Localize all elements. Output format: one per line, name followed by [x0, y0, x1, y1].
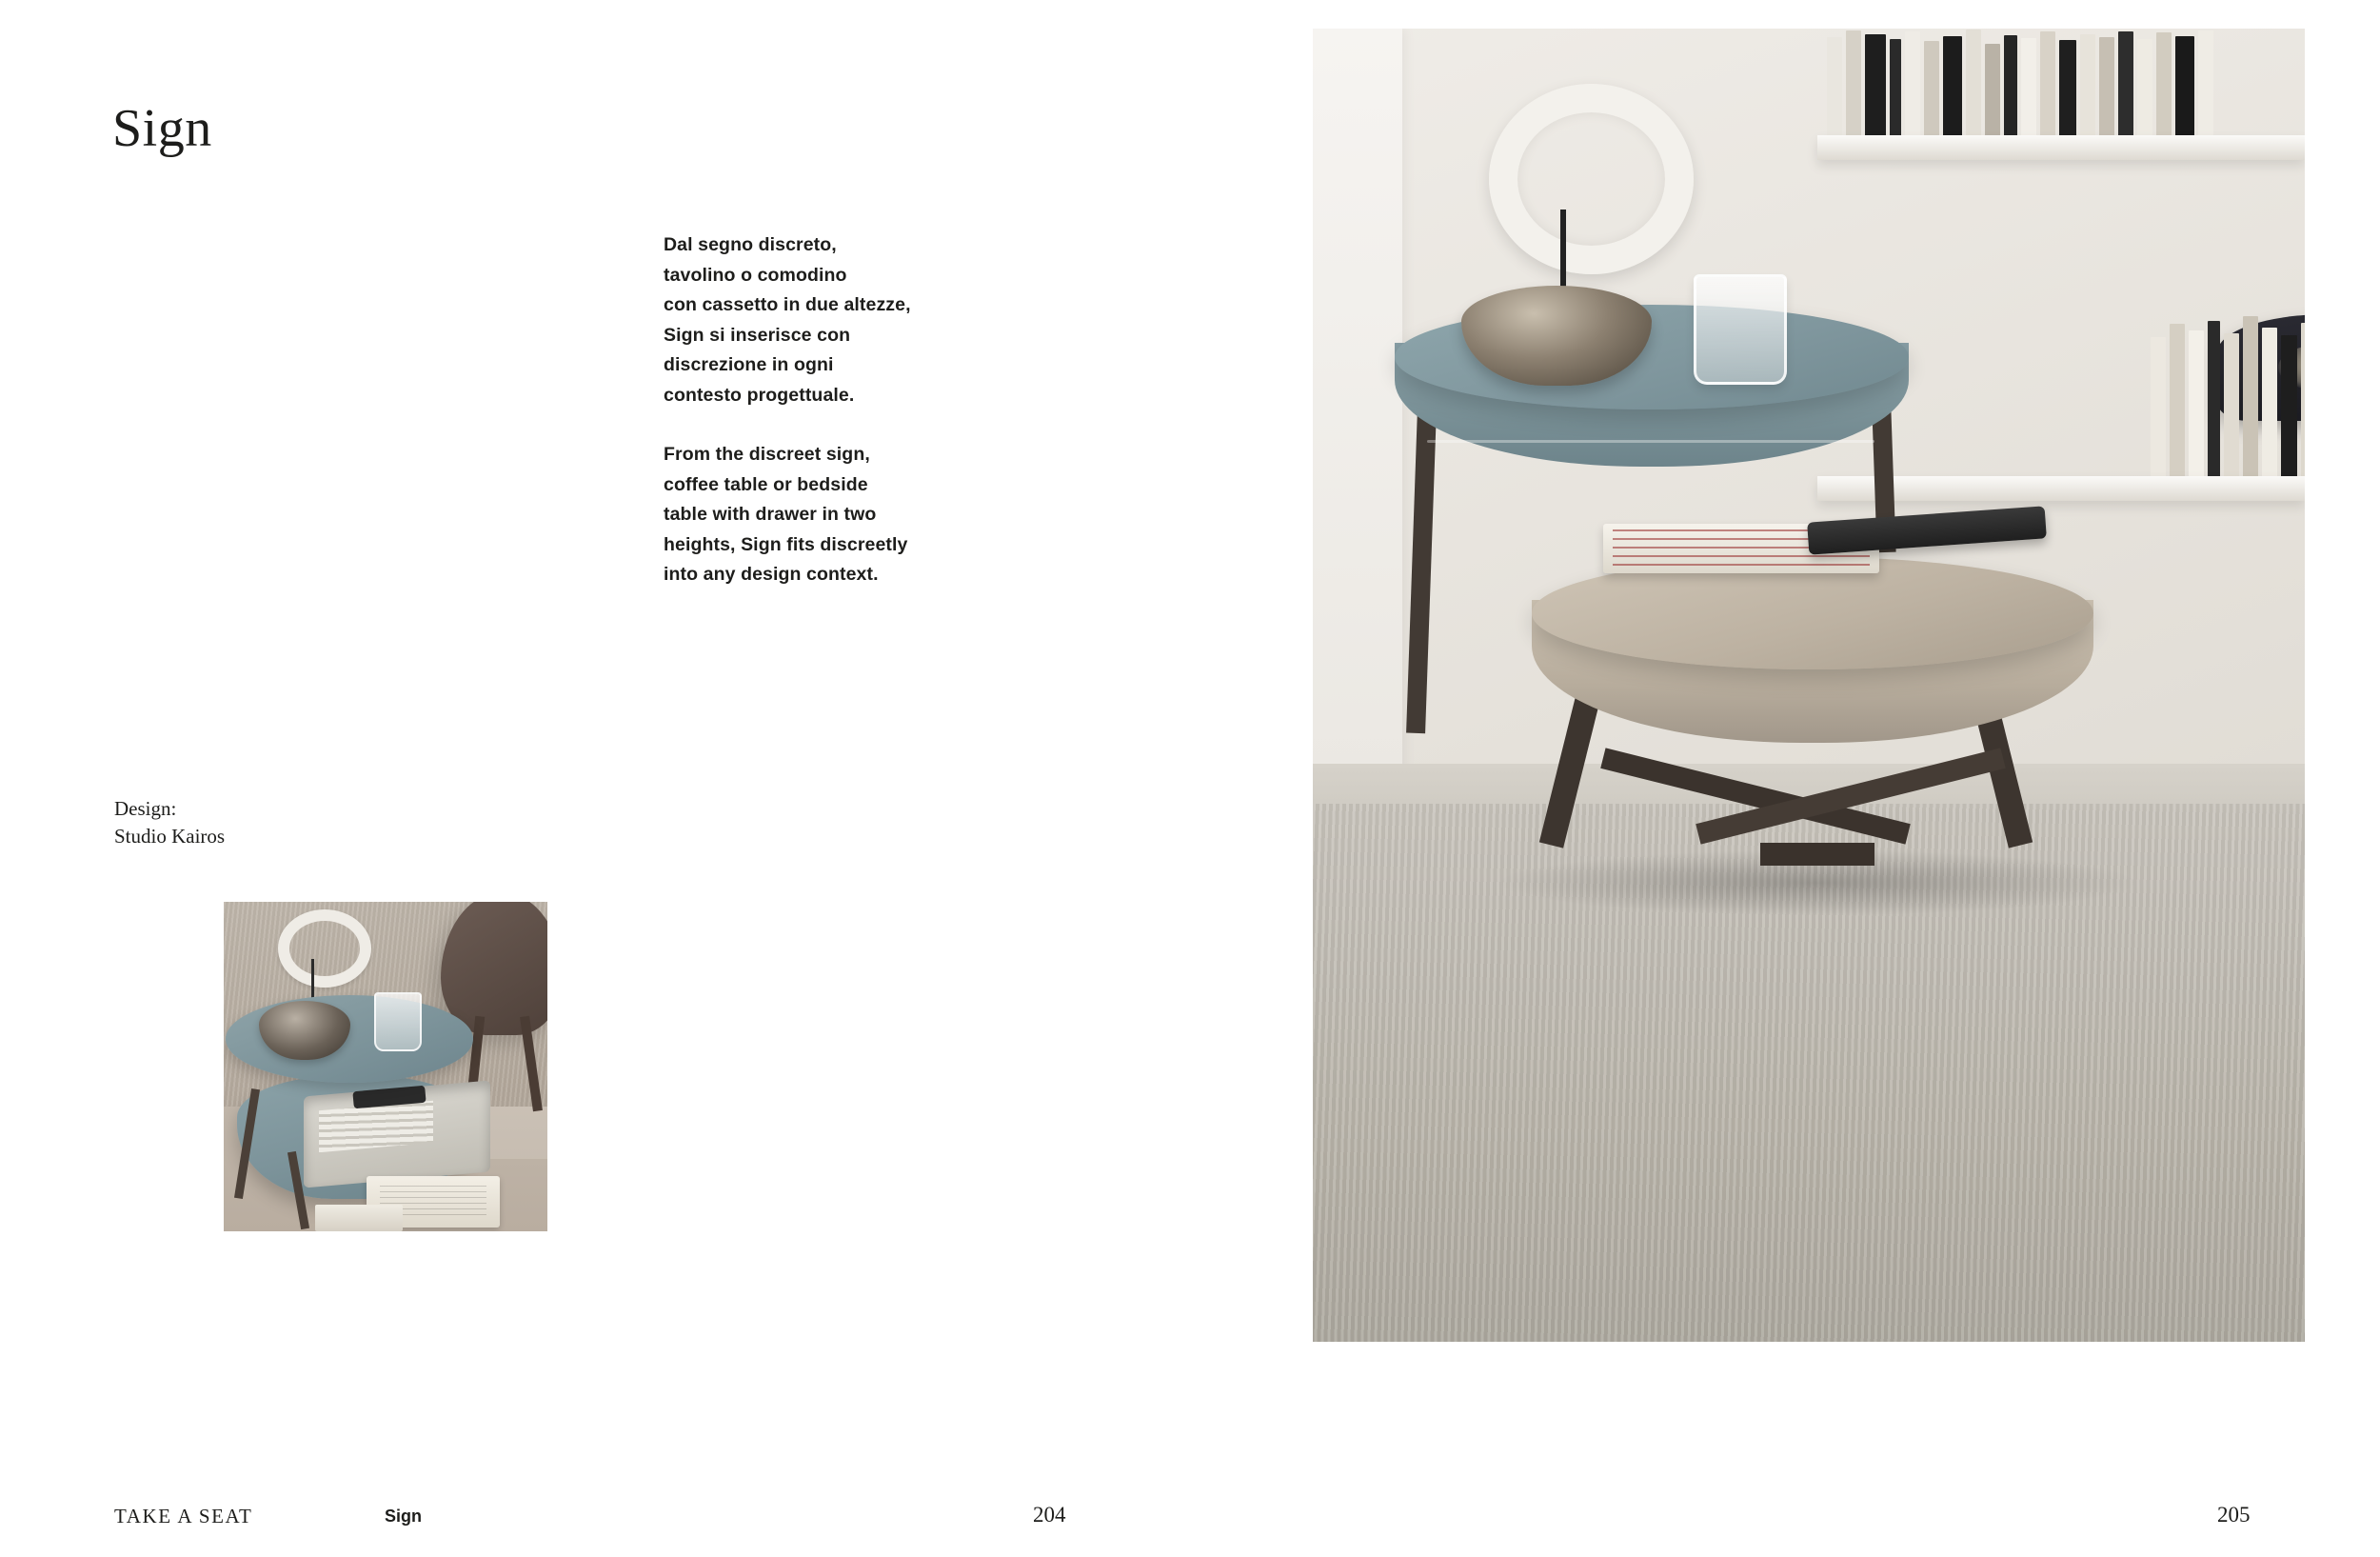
detail-photo-ring-sculpture [278, 909, 371, 988]
page-number-left: 204 [1033, 1503, 1066, 1527]
hero-tall-table-drawer-seam [1427, 440, 1874, 443]
description-italian-line: tavolino o comodino [664, 264, 847, 286]
hero-photo [1313, 29, 2305, 1342]
description-block [664, 230, 978, 590]
page-number-right: 205 [2217, 1503, 2251, 1527]
description-english [664, 440, 978, 590]
hero-glass [1694, 274, 1787, 385]
description-italian-line: contesto progettuale. [664, 384, 855, 406]
description-english-line: coffee table or bedside [664, 473, 868, 495]
design-label: Design: [114, 797, 177, 820]
hero-low-table-top [1532, 557, 2093, 669]
hero-ring-sculpture [1489, 84, 1694, 274]
description-english-line: From the discreet sign, [664, 444, 870, 465]
hero-low-table-foot [1760, 843, 1874, 866]
page-title: Sign [112, 99, 212, 158]
hero-shelf-board [1817, 135, 2305, 160]
footer-brand: TAKE A SEAT [114, 1505, 253, 1527]
description-italian-line: Dal segno discreto, [664, 234, 837, 255]
description-italian [664, 230, 978, 410]
detail-photo-chair [441, 902, 547, 1035]
description-english-line: table with drawer in two [664, 504, 877, 525]
description-italian-line: discrezione in ogni [664, 354, 834, 375]
description-italian-line: con cassetto in due altezze, [664, 294, 911, 315]
description-english-line: heights, Sign fits discreetly [664, 533, 908, 555]
detail-photo [224, 902, 547, 1231]
design-credit [114, 795, 225, 850]
design-studio: Studio Kairos [114, 825, 226, 848]
description-english-line: into any design context. [664, 564, 879, 585]
hero-books-row [1827, 29, 2213, 135]
footer-product-name: Sign [385, 1507, 422, 1526]
hero-books-row [2151, 314, 2305, 476]
detail-photo-glass [374, 992, 422, 1051]
detail-photo-book [315, 1205, 403, 1231]
description-italian-line: Sign si inserisce con [664, 324, 851, 346]
